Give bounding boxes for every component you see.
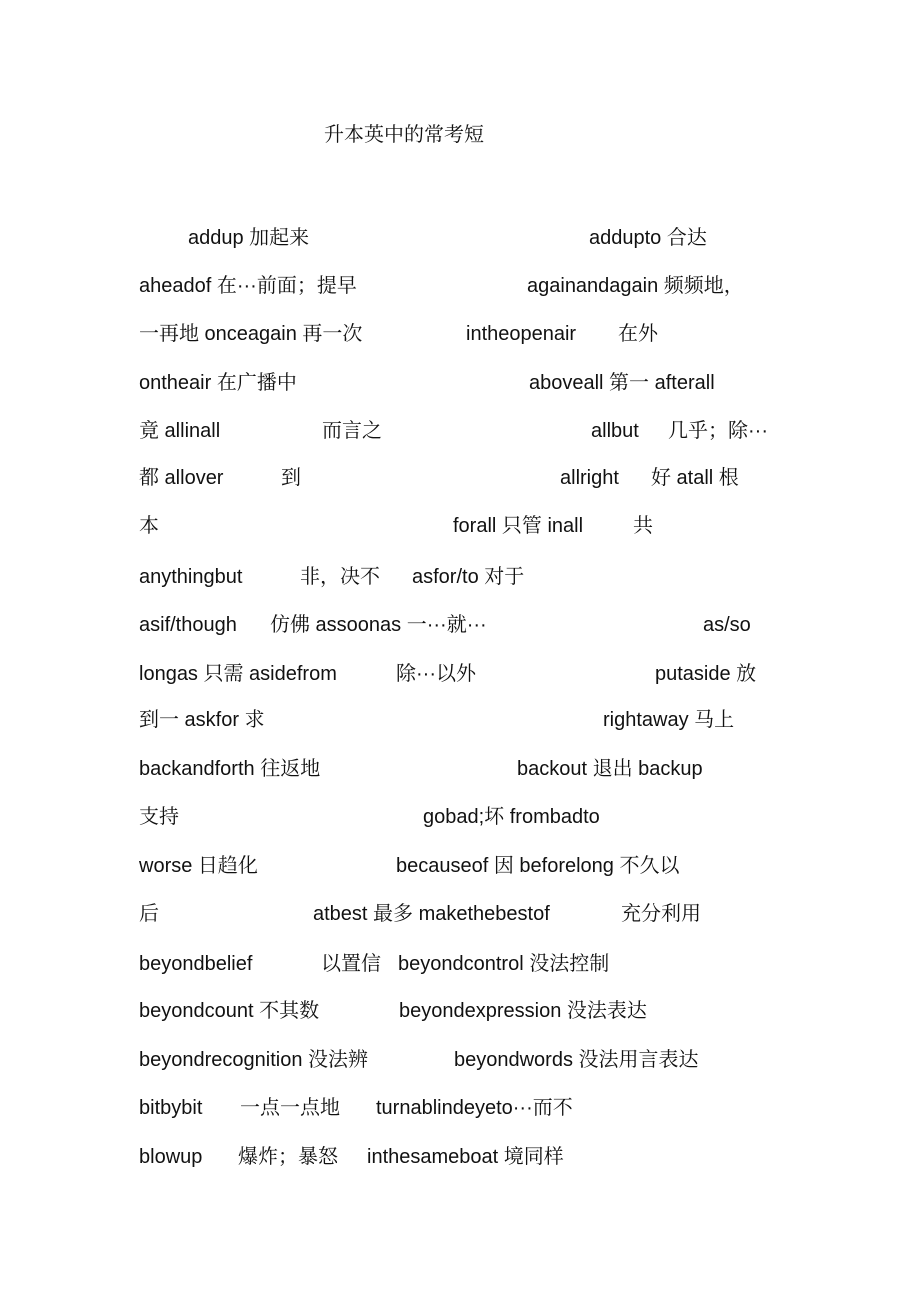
phrase-entry: 好 atall 根 [651,467,739,489]
phrase-entry: rightaway 马上 [603,709,735,731]
phrase-entry: beyondcontrol 没法控制 [398,953,610,975]
phrase-entry: 一再地 onceagain 再一次 [139,323,363,345]
phrase-entry: beyondrecognition 没法辨 [139,1049,369,1071]
phrase-entry: backandforth 往返地 [139,758,321,780]
phrase-entry: anythingbut [139,566,243,588]
phrase-entry: 以置信 [321,953,381,975]
phrase-entry: beyondwords 没法用言表达 [454,1049,699,1071]
phrase-entry: forall 只管 inall [453,515,584,537]
phrase-entry: 在外 [618,323,658,345]
phrase-entry: addup 加起来 [188,227,310,249]
phrase-entry: addupto 合达 [589,227,707,249]
phrase-entry: 非，决不 [300,566,380,588]
phrase-entry: 除···以外 [396,663,476,685]
phrase-entry: 竟 allinall [139,420,221,442]
phrase-entry: intheopenair [466,323,577,345]
phrase-entry: allbut [591,420,639,442]
phrase-entry: 充分利用 [621,903,701,925]
phrase-entry: 后 [139,903,159,925]
phrase-entry: 而言之 [322,420,382,442]
phrase-entry: atbest 最多 makethebestof [313,903,550,925]
phrase-entry: aboveall 第一 afterall [529,372,715,394]
phrase-entry: 都 allover [139,467,224,489]
phrase-entry: allright [560,467,619,489]
phrase-entry: worse 日趋化 [139,855,258,877]
phrase-entry: 到 [281,467,301,489]
phrase-entry: ontheair 在广播中 [139,372,297,394]
phrase-entry: backout 退出 backup [517,758,703,780]
phrase-entry: 一点一点地 [240,1097,340,1119]
phrase-entry: 支持 [139,806,179,828]
phrase-entry: 共 [633,515,653,537]
phrase-entry: gobad;坏 frombadto [423,806,600,828]
phrase-entry: asif/though [139,614,237,636]
phrase-entry: longas 只需 asidefrom [139,663,337,685]
phrase-entry: 爆炸；暴怒 [238,1146,338,1168]
phrase-entry: beyondcount 不其数 [139,1000,320,1022]
phrase-entry: putaside 放 [655,663,757,685]
phrase-entry: beyondexpression 没法表达 [399,1000,647,1022]
phrase-entry: bitbybit [139,1097,203,1119]
phrase-entry: 本 [139,515,159,537]
phrase-entry: inthesameboat 境同样 [367,1146,564,1168]
phrase-entry: 到一 askfor 求 [139,709,265,731]
phrase-entry: as/so [703,614,751,636]
phrase-entry: becauseof 因 beforelong 不久以 [396,855,680,877]
phrase-entry: beyondbelief [139,953,253,975]
phrase-entry: turnablindeyeto···而不 [376,1097,573,1119]
document-title: 升本英中的常考短 [324,124,484,146]
phrase-entry: 几乎；除··· [668,420,768,442]
phrase-entry: againandagain 频频地， [527,275,744,297]
phrase-entry: asfor/to 对于 [412,566,525,588]
phrase-entry: blowup [139,1146,203,1168]
phrase-entry: aheadof 在···前面；提早 [139,275,357,297]
phrase-entry: 仿佛 assoonas 一···就··· [270,614,487,636]
